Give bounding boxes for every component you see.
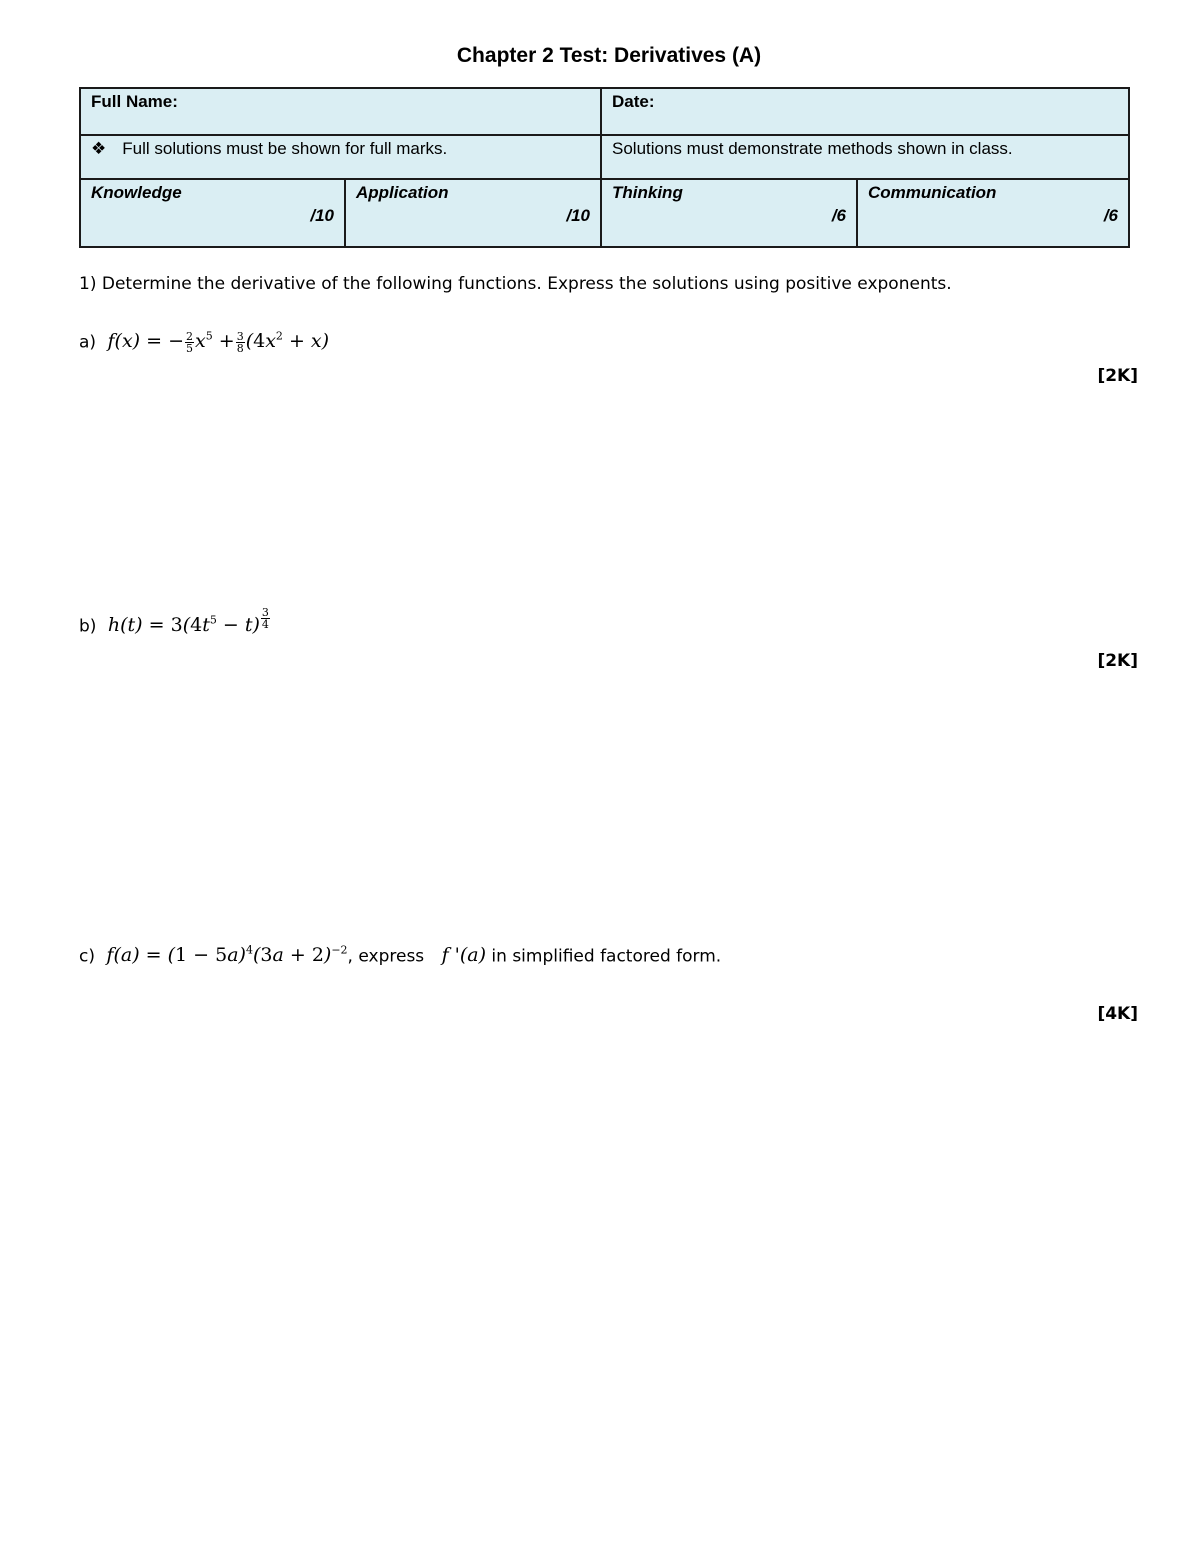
full-name-field[interactable] [80,88,601,135]
score-cell-communication [857,179,1129,247]
marks-b: [2K] [1097,651,1138,671]
score-cell-thinking [601,179,857,247]
marks-c: [4K] [1097,1004,1138,1024]
category-score: /10 [566,206,590,225]
score-cell-knowledge [80,179,345,247]
part-c-suffix2: in simplified factored form. [491,946,722,967]
category-label: Thinking [612,183,683,202]
date-label: Date: [612,92,655,111]
equation-c: $f(a) = (1 - 5a)^4(3a + 2)^{-2}$ [100,944,348,967]
date-field[interactable] [601,88,1129,135]
score-cell-application [345,179,601,247]
header-table [79,87,1130,248]
question-part-b [79,605,271,637]
bullet-icon: ❖ [91,139,107,158]
note-right-cell [601,135,1129,179]
category-label: Communication [868,183,997,202]
category-score: /10 [310,206,334,225]
equation-b: $h(t) = 3(4t^5 - t)$ $^{\frac{3}{4}}$ [101,605,269,637]
part-label: b) [79,616,97,637]
question-1-intro: 1) Determine the derivative of the following functions. Express the solutions using positive exponents. [79,274,952,294]
part-label: c) [79,946,95,967]
part-c-suffix: , express [347,946,425,967]
page-title: Chapter 2 Test: Derivatives (A) [456,44,762,67]
question-part-a [79,330,329,354]
part-label: a) [79,332,97,353]
question-part-c [79,944,721,966]
category-score: /6 [831,206,846,225]
category-label: Knowledge [91,183,182,202]
full-name-label: Full Name: [91,92,178,111]
category-score: /6 [1103,206,1119,225]
equation-a: f(x) = − $\frac{2}{5}$ $x^5$ + $\frac{3}{8}$ $(4x^2 + x)$ [101,329,330,355]
note-right: Solutions must demonstrate methods shown in class. [612,139,1013,158]
note-left: Full solutions must be shown for full marks. [122,139,448,158]
category-label: Application [356,183,449,202]
derivative-notation: f '(a) [441,944,487,967]
marks-a: [2K] [1097,366,1138,386]
note-left-cell [80,135,601,179]
